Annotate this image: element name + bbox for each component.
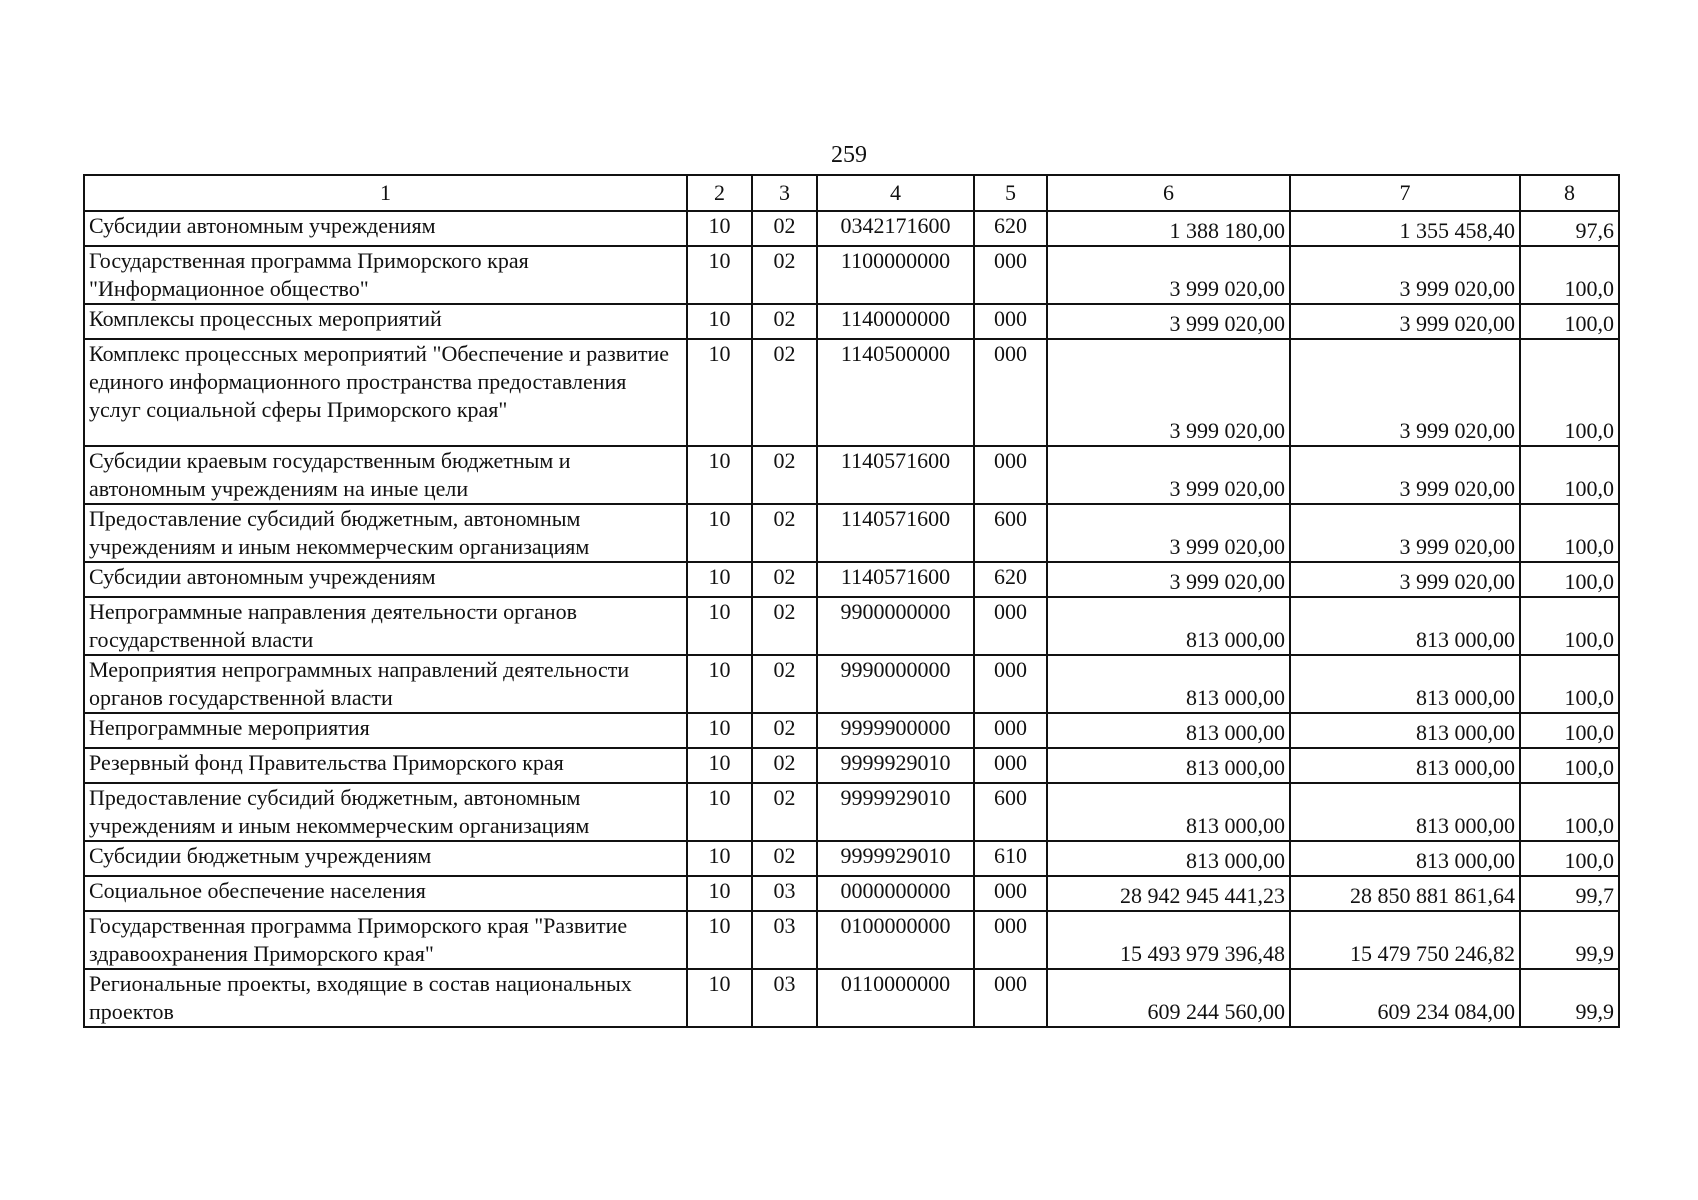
executed-amount: 813 000,00 bbox=[1290, 748, 1520, 783]
section-code: 10 bbox=[687, 783, 752, 841]
executed-amount: 3 999 020,00 bbox=[1290, 339, 1520, 446]
executed-amount: 3 999 020,00 bbox=[1290, 246, 1520, 304]
item-name: Непрограммные направления деятельности органов государственной власти bbox=[84, 597, 687, 655]
expense-type-code: 000 bbox=[974, 876, 1047, 911]
table-row bbox=[84, 211, 1619, 246]
section-code: 10 bbox=[687, 339, 752, 446]
executed-amount: 28 850 881 861,64 bbox=[1290, 876, 1520, 911]
planned-amount: 3 999 020,00 bbox=[1047, 304, 1290, 339]
executed-amount: 813 000,00 bbox=[1290, 841, 1520, 876]
expense-type-code: 000 bbox=[974, 748, 1047, 783]
expense-type-code: 000 bbox=[974, 911, 1047, 969]
column-header: 5 bbox=[974, 175, 1047, 211]
target-article-code: 1140571600 bbox=[817, 562, 974, 597]
table-row bbox=[84, 446, 1619, 504]
column-header: 2 bbox=[687, 175, 752, 211]
item-name: Государственная программа Приморского края "Информационное общество" bbox=[84, 246, 687, 304]
execution-percent: 100,0 bbox=[1520, 446, 1619, 504]
page-number: 259 bbox=[831, 142, 867, 168]
executed-amount: 813 000,00 bbox=[1290, 783, 1520, 841]
section-code: 10 bbox=[687, 911, 752, 969]
table-row bbox=[84, 841, 1619, 876]
target-article-code: 9900000000 bbox=[817, 597, 974, 655]
target-article-code: 1100000000 bbox=[817, 246, 974, 304]
table-row bbox=[84, 748, 1619, 783]
execution-percent: 100,0 bbox=[1520, 339, 1619, 446]
item-name: Комплекс процессных мероприятий "Обеспечение и развитие единого информационного пространства предоставления услуг социальной сферы Приморского края" bbox=[84, 339, 687, 446]
expense-type-code: 000 bbox=[974, 304, 1047, 339]
target-article-code: 9999929010 bbox=[817, 748, 974, 783]
target-article-code: 1140000000 bbox=[817, 304, 974, 339]
column-header: 1 bbox=[84, 175, 687, 211]
table-row bbox=[84, 504, 1619, 562]
subsection-code: 02 bbox=[752, 246, 817, 304]
target-article-code: 1140571600 bbox=[817, 504, 974, 562]
section-code: 10 bbox=[687, 446, 752, 504]
subsection-code: 02 bbox=[752, 655, 817, 713]
table-row bbox=[84, 713, 1619, 748]
expense-type-code: 620 bbox=[974, 562, 1047, 597]
execution-percent: 100,0 bbox=[1520, 841, 1619, 876]
target-article-code: 9990000000 bbox=[817, 655, 974, 713]
budget-table bbox=[83, 174, 1620, 1028]
execution-percent: 100,0 bbox=[1520, 304, 1619, 339]
execution-percent: 99,9 bbox=[1520, 969, 1619, 1027]
subsection-code: 02 bbox=[752, 211, 817, 246]
section-code: 10 bbox=[687, 504, 752, 562]
subsection-code: 02 bbox=[752, 597, 817, 655]
table-row bbox=[84, 339, 1619, 446]
planned-amount: 813 000,00 bbox=[1047, 783, 1290, 841]
target-article-code: 0100000000 bbox=[817, 911, 974, 969]
execution-percent: 100,0 bbox=[1520, 713, 1619, 748]
executed-amount: 15 479 750 246,82 bbox=[1290, 911, 1520, 969]
subsection-code: 03 bbox=[752, 876, 817, 911]
table-header bbox=[84, 175, 1619, 211]
planned-amount: 3 999 020,00 bbox=[1047, 339, 1290, 446]
item-name: Резервный фонд Правительства Приморского края bbox=[84, 748, 687, 783]
table-row bbox=[84, 876, 1619, 911]
column-header: 6 bbox=[1047, 175, 1290, 211]
header-row bbox=[84, 175, 1619, 211]
execution-percent: 99,7 bbox=[1520, 876, 1619, 911]
subsection-code: 02 bbox=[752, 504, 817, 562]
item-name: Субсидии краевым государственным бюджетным и автономным учреждениям на иные цели bbox=[84, 446, 687, 504]
section-code: 10 bbox=[687, 876, 752, 911]
executed-amount: 3 999 020,00 bbox=[1290, 304, 1520, 339]
executed-amount: 813 000,00 bbox=[1290, 655, 1520, 713]
section-code: 10 bbox=[687, 562, 752, 597]
section-code: 10 bbox=[687, 597, 752, 655]
planned-amount: 15 493 979 396,48 bbox=[1047, 911, 1290, 969]
executed-amount: 813 000,00 bbox=[1290, 713, 1520, 748]
section-code: 10 bbox=[687, 304, 752, 339]
expense-type-code: 610 bbox=[974, 841, 1047, 876]
execution-percent: 99,9 bbox=[1520, 911, 1619, 969]
subsection-code: 02 bbox=[752, 748, 817, 783]
table-row bbox=[84, 597, 1619, 655]
target-article-code: 1140500000 bbox=[817, 339, 974, 446]
section-code: 10 bbox=[687, 748, 752, 783]
item-name: Государственная программа Приморского края "Развитие здравоохранения Приморского края" bbox=[84, 911, 687, 969]
execution-percent: 100,0 bbox=[1520, 783, 1619, 841]
expense-type-code: 600 bbox=[974, 783, 1047, 841]
subsection-code: 02 bbox=[752, 562, 817, 597]
table-row bbox=[84, 562, 1619, 597]
target-article-code: 9999900000 bbox=[817, 713, 974, 748]
section-code: 10 bbox=[687, 969, 752, 1027]
planned-amount: 813 000,00 bbox=[1047, 713, 1290, 748]
column-header: 8 bbox=[1520, 175, 1619, 211]
expense-type-code: 600 bbox=[974, 504, 1047, 562]
expense-type-code: 000 bbox=[974, 246, 1047, 304]
section-code: 10 bbox=[687, 246, 752, 304]
subsection-code: 03 bbox=[752, 911, 817, 969]
executed-amount: 609 234 084,00 bbox=[1290, 969, 1520, 1027]
planned-amount: 813 000,00 bbox=[1047, 841, 1290, 876]
target-article-code: 0000000000 bbox=[817, 876, 974, 911]
column-header: 7 bbox=[1290, 175, 1520, 211]
table-row bbox=[84, 969, 1619, 1027]
item-name: Субсидии автономным учреждениям bbox=[84, 211, 687, 246]
item-name: Региональные проекты, входящие в состав национальных проектов bbox=[84, 969, 687, 1027]
subsection-code: 02 bbox=[752, 713, 817, 748]
item-name: Социальное обеспечение населения bbox=[84, 876, 687, 911]
executed-amount: 1 355 458,40 bbox=[1290, 211, 1520, 246]
target-article-code: 9999929010 bbox=[817, 841, 974, 876]
section-code: 10 bbox=[687, 713, 752, 748]
subsection-code: 02 bbox=[752, 783, 817, 841]
expense-type-code: 000 bbox=[974, 597, 1047, 655]
planned-amount: 1 388 180,00 bbox=[1047, 211, 1290, 246]
planned-amount: 609 244 560,00 bbox=[1047, 969, 1290, 1027]
target-article-code: 0110000000 bbox=[817, 969, 974, 1027]
target-article-code: 0342171600 bbox=[817, 211, 974, 246]
execution-percent: 100,0 bbox=[1520, 562, 1619, 597]
item-name: Непрограммные мероприятия bbox=[84, 713, 687, 748]
expense-type-code: 000 bbox=[974, 713, 1047, 748]
subsection-code: 03 bbox=[752, 969, 817, 1027]
planned-amount: 3 999 020,00 bbox=[1047, 446, 1290, 504]
planned-amount: 3 999 020,00 bbox=[1047, 246, 1290, 304]
planned-amount: 813 000,00 bbox=[1047, 748, 1290, 783]
expense-type-code: 000 bbox=[974, 446, 1047, 504]
subsection-code: 02 bbox=[752, 339, 817, 446]
execution-percent: 100,0 bbox=[1520, 597, 1619, 655]
execution-percent: 100,0 bbox=[1520, 655, 1619, 713]
executed-amount: 3 999 020,00 bbox=[1290, 504, 1520, 562]
planned-amount: 3 999 020,00 bbox=[1047, 562, 1290, 597]
item-name: Комплексы процессных мероприятий bbox=[84, 304, 687, 339]
table-row bbox=[84, 655, 1619, 713]
expense-type-code: 620 bbox=[974, 211, 1047, 246]
subsection-code: 02 bbox=[752, 446, 817, 504]
table-row bbox=[84, 911, 1619, 969]
item-name: Мероприятия непрограммных направлений деятельности органов государственной власти bbox=[84, 655, 687, 713]
column-header: 3 bbox=[752, 175, 817, 211]
target-article-code: 9999929010 bbox=[817, 783, 974, 841]
item-name: Субсидии бюджетным учреждениям bbox=[84, 841, 687, 876]
execution-percent: 97,6 bbox=[1520, 211, 1619, 246]
subsection-code: 02 bbox=[752, 841, 817, 876]
table-row bbox=[84, 246, 1619, 304]
executed-amount: 3 999 020,00 bbox=[1290, 446, 1520, 504]
expense-type-code: 000 bbox=[974, 969, 1047, 1027]
planned-amount: 813 000,00 bbox=[1047, 655, 1290, 713]
executed-amount: 813 000,00 bbox=[1290, 597, 1520, 655]
execution-percent: 100,0 bbox=[1520, 504, 1619, 562]
table-body bbox=[84, 211, 1619, 1027]
table-row bbox=[84, 783, 1619, 841]
executed-amount: 3 999 020,00 bbox=[1290, 562, 1520, 597]
column-header: 4 bbox=[817, 175, 974, 211]
subsection-code: 02 bbox=[752, 304, 817, 339]
execution-percent: 100,0 bbox=[1520, 748, 1619, 783]
section-code: 10 bbox=[687, 211, 752, 246]
planned-amount: 813 000,00 bbox=[1047, 597, 1290, 655]
planned-amount: 3 999 020,00 bbox=[1047, 504, 1290, 562]
section-code: 10 bbox=[687, 841, 752, 876]
planned-amount: 28 942 945 441,23 bbox=[1047, 876, 1290, 911]
section-code: 10 bbox=[687, 655, 752, 713]
expense-type-code: 000 bbox=[974, 655, 1047, 713]
expense-type-code: 000 bbox=[974, 339, 1047, 446]
item-name: Предоставление субсидий бюджетным, автономным учреждениям и иным некоммерческим организациям bbox=[84, 783, 687, 841]
item-name: Субсидии автономным учреждениям bbox=[84, 562, 687, 597]
table-row bbox=[84, 304, 1619, 339]
execution-percent: 100,0 bbox=[1520, 246, 1619, 304]
target-article-code: 1140571600 bbox=[817, 446, 974, 504]
item-name: Предоставление субсидий бюджетным, автономным учреждениям и иным некоммерческим организациям bbox=[84, 504, 687, 562]
